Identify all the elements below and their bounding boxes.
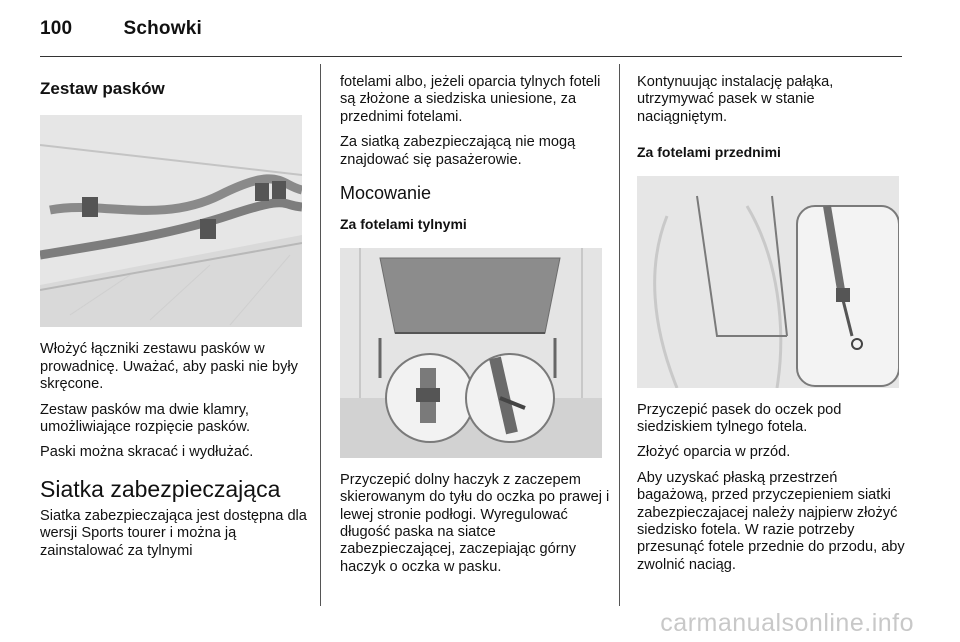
paragraph: Przyczepić dolny haczyk z zaczepem skierowanym do tyłu do oczka po prawej i lewej stronie podłogi. Wyregulować długość paska na siatce zabezpieczającej, zaczepiając górny haczyk o oczka w pasku. <box>340 471 610 575</box>
paragraph: Przyczepić pasek do oczek pod siedziskiem tylnego fotela. <box>637 401 842 436</box>
column-divider-2 <box>619 64 620 606</box>
paragraph: Kontynuując instalację pałąka, utrzymywać pasek w stanie naciągniętym. <box>637 74 834 125</box>
figure-rear-seats <box>340 248 602 458</box>
page-number: 100 <box>40 18 73 39</box>
column-2 <box>340 74 610 584</box>
paragraph: Włożyć łączniki zestawu pasków w prowadnicę. Uważać, aby paski nie były skręcone. <box>40 341 298 393</box>
paragraph: fotelami albo, jeżeli oparcia tylnych foteli są złożone a siedziska uniesione, za przednimi fotelami. <box>340 74 601 125</box>
watermark: carmanualsonline.info <box>660 609 914 637</box>
page-header <box>40 18 202 40</box>
paragraph: Aby uzyskać płaską przestrzeń bagażową, przed przyczepieniem siatki zabezpieczajacej należy najpierw złożyć siedzisko fotela. W razie potrzeby przesunąć fotele przednie do przodu, aby zwolnić naciąg. <box>637 469 905 573</box>
section-heading-safety-net: Siatka zabezpieczająca <box>40 475 281 502</box>
column-1 <box>40 74 310 568</box>
figure-front-seats <box>637 176 899 388</box>
header-rule <box>40 56 902 57</box>
subheading-rear-seats: Za fotelami tylnymi <box>340 216 467 233</box>
rear-seats-illustration <box>340 248 602 458</box>
section-heading-strap-set: Zestaw pasków <box>40 79 165 98</box>
paragraph: Za siatką zabezpieczającą nie mogą znajdować się pasażerowie. <box>340 134 576 168</box>
front-seats-illustration <box>637 176 899 388</box>
chapter-title: Schowki <box>123 18 202 39</box>
paragraph: Paski można skracać i wydłużać. <box>40 444 254 461</box>
figure-strap-set <box>40 115 302 327</box>
paragraph: Złożyć oparcia w przód. <box>637 444 791 461</box>
column-3 <box>637 74 907 582</box>
strap-illustration <box>40 115 302 327</box>
column-divider-1 <box>320 64 321 606</box>
paragraph: Zestaw pasków ma dwie klamry, umożliwiające rozpięcie pasków. <box>40 401 251 436</box>
section-heading-mounting: Mocowanie <box>340 183 432 204</box>
paragraph: Siatka zabezpieczająca jest dostępna dla wersji Sports tourer i można ją zainstalować za tylnymi <box>40 507 307 559</box>
subheading-front-seats: Za fotelami przednimi <box>637 144 781 161</box>
